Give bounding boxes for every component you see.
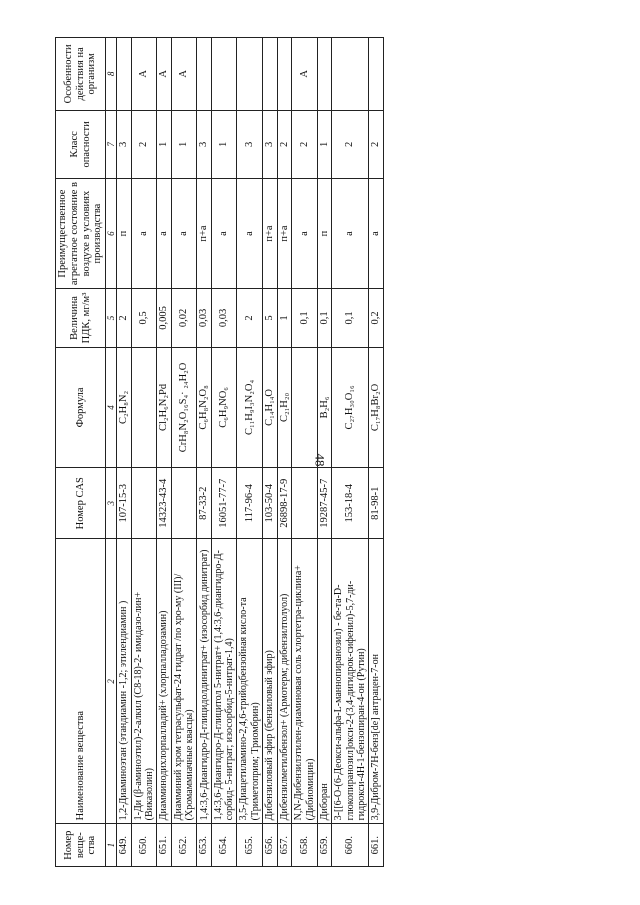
action-features	[332, 38, 369, 111]
substance-name: 3,9-Дибром-7Н-бенз[de] антрацен-7-он	[369, 539, 384, 824]
action-features	[237, 38, 262, 111]
formula: C₁₁H₉I₃N₂O₄	[237, 347, 262, 467]
action-features	[369, 38, 384, 111]
rotated-table-container	[55, 37, 585, 867]
table-header-row	[56, 38, 106, 867]
aggregate-state: п	[317, 178, 332, 288]
formula	[292, 347, 317, 467]
table-row	[157, 38, 172, 867]
substances-table	[55, 37, 384, 867]
pdk-value: 5	[262, 289, 277, 348]
pdk-value: 0,03	[212, 289, 237, 348]
pdk-value: 2	[117, 289, 132, 348]
table-row	[369, 38, 384, 867]
action-features	[277, 38, 292, 111]
substance-name: 1,4:3,6-Диангидро-Д-глицидолдинитрат+ (изосорбид динитрат)	[197, 539, 212, 824]
substance-name: 1-Ди (β-аминоэтил)-2-алкил (С8-18)-2- имидазо-лин+ (Виказолин)	[131, 539, 156, 824]
cas-number: 153-18-4	[332, 468, 369, 539]
row-number: 653.	[197, 824, 212, 867]
header-state: Преимущественное агрегатное состояние в воздухе в условиях производства	[56, 178, 106, 288]
aggregate-state: а	[171, 178, 196, 288]
hazard-class: 2	[369, 110, 384, 178]
substance-name: 1,4:3,6-Диангидро-Д-глицитол 5-нитрат+ (1,4:3,6-диангидро-Д-сорбид- 5-нитрат; изосорбид-5-нитрат-1,4)	[212, 539, 237, 824]
aggregate-state: а	[212, 178, 237, 288]
row-number: 661.	[369, 824, 384, 867]
action-features: А	[131, 38, 156, 111]
cas-number	[131, 468, 156, 539]
header-cas: Номер CAS	[56, 468, 106, 539]
table-row	[277, 38, 292, 867]
table-row	[117, 38, 132, 867]
pdk-value: 0,1	[332, 289, 369, 348]
table-row	[171, 38, 196, 867]
table-row	[292, 38, 317, 867]
substance-name: Дибензиловый эфир (бензиловый эфир)	[262, 539, 277, 824]
table-row	[197, 38, 212, 867]
table-row	[212, 38, 237, 867]
row-number: 656.	[262, 824, 277, 867]
cas-number: 103-50-4	[262, 468, 277, 539]
pdk-value: 0,005	[157, 289, 172, 348]
cas-number	[292, 468, 317, 539]
header-features: Особенности действия на организм	[56, 38, 106, 111]
hazard-class: 3	[262, 110, 277, 178]
column-number: 7	[106, 110, 117, 178]
pdk-value: 0,1	[292, 289, 317, 348]
action-features	[117, 38, 132, 111]
aggregate-state: п	[117, 178, 132, 288]
action-features: А	[292, 38, 317, 111]
hazard-class: 2	[277, 110, 292, 178]
hazard-class: 2	[292, 110, 317, 178]
formula: Cl₂H₆N₂Pd	[157, 347, 172, 467]
pdk-value: 0,02	[171, 289, 196, 348]
row-number: 657.	[277, 824, 292, 867]
header-pdk: Величина ПДК, мг/м³	[56, 289, 106, 348]
column-number: 5	[106, 289, 117, 348]
substance-name: Диамминий хром тетрасульфат-24 гидрат /по хро-му (III)/ (Хромаммиачные квасцы)	[171, 539, 196, 824]
header-num: Номер веще-ства	[56, 824, 106, 867]
cas-number: 87-33-2	[197, 468, 212, 539]
column-number: 4	[106, 347, 117, 467]
formula: C₂H₈N₂	[117, 347, 132, 467]
action-features: А	[157, 38, 172, 111]
substance-name: Дибензилметилбензол+ (Армотерм; дибензилтолуол)	[277, 539, 292, 824]
substance-name: 1,2-Диаминоэтан (этандиамин -1,2; этилендиамин )	[117, 539, 132, 824]
formula: CrH₈N₂O₁₆S₄· ₂₄H₂O	[171, 347, 196, 467]
aggregate-state: п+а	[197, 178, 212, 288]
pdk-value: 0,03	[197, 289, 212, 348]
formula: C₂₇H₃₀O₁₆	[332, 347, 369, 467]
row-number: 658.	[292, 824, 317, 867]
column-number-row	[106, 38, 117, 867]
table-row	[237, 38, 262, 867]
table-row	[317, 38, 332, 867]
action-features	[197, 38, 212, 111]
cas-number: 81-98-1	[369, 468, 384, 539]
table-body	[117, 38, 384, 867]
pdk-value: 0,2	[369, 289, 384, 348]
page-number: 48	[312, 453, 328, 467]
column-number: 3	[106, 468, 117, 539]
formula: C₁₄H₁₄O	[262, 347, 277, 467]
hazard-class: 1	[317, 110, 332, 178]
header-name: Наименование вещества	[56, 539, 106, 824]
aggregate-state: а	[332, 178, 369, 288]
hazard-class: 1	[212, 110, 237, 178]
pdk-value: 1	[277, 289, 292, 348]
table-row	[262, 38, 277, 867]
pdk-value: 2	[237, 289, 262, 348]
aggregate-state: а	[369, 178, 384, 288]
formula: C₆H₉NO₆	[212, 347, 237, 467]
header-class: Класс опасности	[56, 110, 106, 178]
formula: C₁₇H₈Br₂O	[369, 347, 384, 467]
hazard-class: 1	[171, 110, 196, 178]
aggregate-state: п+а	[262, 178, 277, 288]
cas-number: 107-15-3	[117, 468, 132, 539]
table-row	[332, 38, 369, 867]
substance-name: Диамминодихлорпалладий+ (хлорпалладозамин)	[157, 539, 172, 824]
cas-number: 19287-45-7	[317, 468, 332, 539]
header-formula: Формула	[56, 347, 106, 467]
cas-number: 14323-43-4	[157, 468, 172, 539]
action-features: А	[171, 38, 196, 111]
action-features	[262, 38, 277, 111]
aggregate-state: а	[237, 178, 262, 288]
formula: B₂H₆	[317, 347, 332, 467]
cas-number: 117-96-4	[237, 468, 262, 539]
aggregate-state: а	[292, 178, 317, 288]
substance-name: 3-[[6-O-(6-Деокси-альфа-L-маннопиранозил) - бе-та-D-глюкопиранозил]окси-2-(3,4-дигидрок-сифенил)-5,7-ди-гидрокси-4Н-1-бензопиран-4-он (Рутин)	[332, 539, 369, 824]
hazard-class: 3	[117, 110, 132, 178]
formula: C₂₁H₂₀	[277, 347, 292, 467]
row-number: 654.	[212, 824, 237, 867]
row-number: 655.	[237, 824, 262, 867]
row-number: 649.	[117, 824, 132, 867]
column-number: 2	[106, 539, 117, 824]
row-number: 651.	[157, 824, 172, 867]
column-number: 1	[106, 824, 117, 867]
cas-number: 26898-17-9	[277, 468, 292, 539]
row-number: 659.	[317, 824, 332, 867]
row-number: 660.	[332, 824, 369, 867]
column-number: 8	[106, 38, 117, 111]
action-features	[317, 38, 332, 111]
cas-number	[171, 468, 196, 539]
pdk-value: 0,5	[131, 289, 156, 348]
substance-name: 3,5-Диацетиламино-2,4,6-трийодбензойная кисло-та (Триметоприм; Триомбрин)	[237, 539, 262, 824]
formula: C₆H₈N₂O₈	[197, 347, 212, 467]
hazard-class: 1	[157, 110, 172, 178]
cas-number: 16051-77-7	[212, 468, 237, 539]
aggregate-state: а	[131, 178, 156, 288]
hazard-class: 2	[332, 110, 369, 178]
hazard-class: 3	[237, 110, 262, 178]
formula	[131, 347, 156, 467]
column-number: 6	[106, 178, 117, 288]
aggregate-state: а	[157, 178, 172, 288]
substance-name: N,N-Дибензилэтилен-диаминовая соль хлортетра-циклина+ (Дибиомицин)	[292, 539, 317, 824]
substance-name: Диборан	[317, 539, 332, 824]
hazard-class: 2	[131, 110, 156, 178]
row-number: 650.	[131, 824, 156, 867]
aggregate-state: п+а	[277, 178, 292, 288]
hazard-class: 3	[197, 110, 212, 178]
action-features	[212, 38, 237, 111]
pdk-value: 0,1	[317, 289, 332, 348]
table-row	[131, 38, 156, 867]
row-number: 652.	[171, 824, 196, 867]
